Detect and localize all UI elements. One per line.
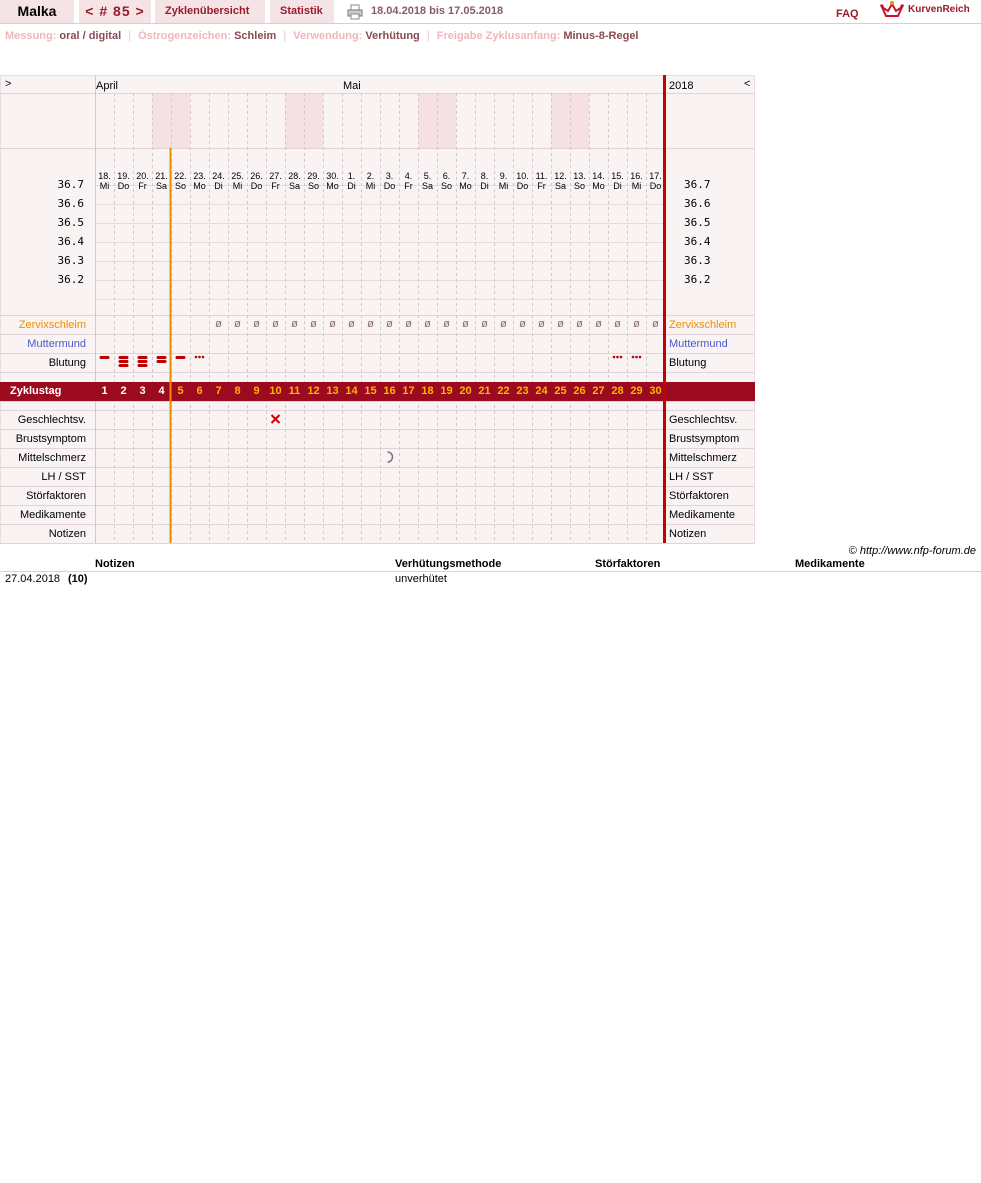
day-header[interactable]: 29. So [307,171,320,191]
cycle-day-number[interactable]: 25 [554,385,567,397]
cycle-day-number[interactable]: 5 [177,385,184,397]
row-label-breast[interactable]: Brustsymptom [15,433,86,445]
mucus-symbol: ø [272,318,279,330]
bleeding-mark [119,360,129,363]
row-label-disturb[interactable]: Störfaktoren [26,490,86,502]
release-value: Minus-8-Regel [563,30,639,42]
date-range: 18.04.2018 bis 17.05.2018 [371,5,504,17]
day-header[interactable]: 24. Di [212,171,225,191]
day-header[interactable]: 8. Di [480,171,489,191]
mucus-symbol: ø [462,318,469,330]
day-header[interactable]: 17. Do [649,171,662,191]
top-nav [0,0,981,24]
weekend-column [570,93,589,148]
cycle-day-number[interactable]: 26 [573,385,586,397]
bleeding-spot [202,356,205,359]
day-header[interactable]: 25. Mi [231,171,244,191]
usage-label: Verwendung: [293,30,363,42]
day-header[interactable]: 27. Fr [269,171,282,191]
estrogen-label: Östrogenzeichen: [138,30,232,42]
cycle-day-number[interactable]: 7 [215,385,222,397]
copyright: © http://www.nfp-forum.de [848,545,976,557]
weekend-column [285,93,304,148]
cycle-day-number[interactable]: 30 [649,385,662,397]
cycle-day-number[interactable]: 12 [307,385,320,397]
row-label-disturb-right: Störfaktoren [669,490,729,502]
separator: | [426,30,430,42]
bleeding-spot [620,356,623,359]
weekend-column [418,93,437,148]
bleeding-spot [635,356,638,359]
mucus-symbol: ø [253,318,260,330]
cycle-day-number[interactable]: 11 [288,385,301,397]
cycle-meta [5,30,639,42]
cycle-day-number[interactable]: 20 [459,385,472,397]
cycle-day-number[interactable]: 15 [364,385,377,397]
day-header[interactable]: 7. Mo [459,171,472,191]
temp-tick-right: 36.7 [684,178,711,191]
cycle-day-number[interactable]: 29 [630,385,643,397]
row-label-mucus-right: Zervixschleim [669,319,737,331]
bleeding-spot [632,356,635,359]
logo[interactable] [880,0,980,20]
mucus-symbol: ø [348,318,355,330]
cycle-day-number[interactable]: 10 [269,385,282,397]
weekend-column [152,93,171,148]
mucus-symbol: ø [329,318,336,330]
mucus-symbol: ø [557,318,564,330]
day-header[interactable]: 9. Mi [498,171,509,191]
row-label-intercourse-right: Geschlechtsv. [669,414,738,426]
header-notes: Notizen [95,558,135,570]
mucus-symbol: ø [234,318,241,330]
mucus-symbol: ø [367,318,374,330]
bleeding-mark [119,364,129,367]
day-header[interactable]: 30. Mo [326,171,339,191]
cycle-day-number[interactable]: 4 [158,385,165,397]
weekend-column [304,93,323,148]
day-header[interactable]: 3. Do [383,171,396,191]
mucus-symbol: ø [614,318,621,330]
day-header[interactable]: 2. Mi [365,171,376,191]
day-header[interactable]: 10. Do [516,171,529,191]
nav-prev-arrow[interactable]: > [5,78,12,90]
mucus-symbol: ø [386,318,393,330]
cycle-day-number[interactable]: 3 [139,385,146,397]
day-header[interactable]: 15. Di [611,171,624,191]
table-row[interactable] [0,573,981,587]
row-label-midpain-right: Mittelschmerz [669,452,737,464]
bleeding-spot [639,356,642,359]
day-header[interactable]: 12. Sa [554,171,567,191]
cycle-day-number[interactable]: 24 [535,385,548,397]
temp-tick-left: 36.6 [57,197,84,210]
weekend-column [551,93,570,148]
mucus-symbol: ø [633,318,640,330]
cycle-day-number[interactable]: 14 [345,385,358,397]
cycle-switcher[interactable]: < # 85 > [79,0,151,23]
day-header[interactable]: 20. Fr [136,171,149,191]
user-name-tab[interactable]: Malka [0,0,74,23]
cycle-day-number[interactable]: 9 [253,385,260,397]
mucus-symbol: ø [481,318,488,330]
printer-icon[interactable] [347,4,363,20]
tab-cycle-overview[interactable]: Zyklenübersicht [155,0,265,23]
logo-text: KurvenReich [908,4,970,15]
chart-background [0,75,755,544]
bleeding-mark [157,360,167,363]
row-label-meds-right: Medikamente [669,509,736,521]
temp-tick-left: 36.2 [57,273,84,286]
row-label-bleeding[interactable]: Blutung [48,357,86,369]
cycle-day-number[interactable]: 22 [497,385,510,397]
mucus-symbol: ø [215,318,222,330]
row-label-cycle-day: Zyklustag [10,385,62,397]
bleeding-spot [195,356,198,359]
row-label-intercourse[interactable]: Geschlechtsv. [17,414,86,426]
temp-tick-right: 36.5 [684,216,711,229]
day-header[interactable]: 23. Mo [193,171,206,191]
mucus-symbol: ø [576,318,583,330]
crown-icon [880,0,904,20]
cycle-chart [0,75,755,544]
row-label-cervix-right: Muttermund [669,338,728,350]
row-label-notes[interactable]: Notizen [48,528,86,540]
nav-next-arrow[interactable]: < [744,78,751,90]
day-header[interactable]: 5. Sa [421,171,433,191]
header-meds: Medikamente [795,558,865,570]
measurement-label: Messung: [5,30,57,42]
temp-tick-right: 36.6 [684,197,711,210]
cycle-day-number[interactable]: 8 [234,385,241,397]
bleeding-mark [119,356,129,359]
day-header[interactable]: 19. Do [117,171,130,191]
cycle-day-number[interactable]: 23 [516,385,529,397]
row-label-breast-right: Brustsymptom [669,433,740,445]
bleeding-mark [138,364,148,367]
tab-statistics[interactable]: Statistik [270,0,334,23]
cycle-day-number[interactable]: 19 [440,385,453,397]
bleeding-mark [138,360,148,363]
cycle-day-number[interactable]: 1 [101,385,108,397]
weekend-column [437,93,456,148]
row-label-lh[interactable]: LH / SST [41,471,86,483]
temp-tick-left: 36.3 [57,254,84,267]
row-label-notes-right: Notizen [669,528,707,540]
mucus-symbol: ø [595,318,602,330]
day-header[interactable]: 6. So [440,171,452,191]
mucus-symbol: ø [424,318,431,330]
temp-tick-left: 36.4 [57,235,84,248]
temp-tick-right: 36.4 [684,235,711,248]
mucus-symbol: ø [291,318,298,330]
cycle-day-number[interactable]: 27 [592,385,605,397]
separator: | [283,30,287,42]
chart-grid [0,75,755,544]
cycle-day-number[interactable]: 17 [402,385,415,397]
cycle-day-number[interactable]: 13 [326,385,339,397]
day-header[interactable]: 4. Fr [404,171,413,191]
cycle-day-number[interactable]: 2 [120,385,127,397]
usage-value: Verhütung [365,30,420,42]
mucus-symbol: ø [310,318,317,330]
cycle-day-number[interactable]: 6 [196,385,203,397]
temp-tick-right: 36.3 [684,254,711,267]
mucus-symbol: ø [405,318,412,330]
row-label-lh-right: LH / SST [669,471,714,483]
day-header[interactable]: 28. Sa [288,171,301,191]
mucus-symbol: ø [538,318,545,330]
cycle-day-number[interactable]: 21 [478,385,491,397]
row-label-bleeding-right: Blutung [669,357,707,369]
notes-table-header [0,558,981,572]
temp-tick-left: 36.7 [57,178,84,191]
bleeding-mark [100,356,110,359]
bleeding-mark [157,356,167,359]
bleeding-mark [176,356,186,359]
day-header[interactable]: 1. Di [347,171,356,191]
bleeding-spot [613,356,616,359]
weekend-column [171,93,190,148]
year-label: 2018 [669,80,694,92]
cycle-day-number[interactable]: 28 [611,385,624,397]
header-disturb: Störfaktoren [595,558,661,570]
bleeding-spot [198,356,201,359]
day-header[interactable]: 13. So [573,171,586,191]
mucus-symbol: ø [652,318,659,330]
separator: | [128,30,132,42]
release-label: Freigabe Zyklusanfang: [436,30,561,42]
bleeding-mark [138,356,148,359]
day-header[interactable]: 22. So [174,171,187,191]
temp-tick-left: 36.5 [57,216,84,229]
estrogen-value: Schleim [234,30,277,42]
note-date: 27.04.2018 [5,573,61,585]
row-label-meds[interactable]: Medikamente [19,509,86,521]
mucus-symbol: ø [519,318,526,330]
month-april: April [96,80,119,92]
cycle-day-number[interactable]: 18 [421,385,434,397]
day-header[interactable]: 16. Mi [630,171,643,191]
day-header[interactable]: 26. Do [250,171,263,191]
measurement-value: oral / digital [59,30,122,42]
mucus-symbol: ø [443,318,450,330]
faq-link[interactable]: FAQ [836,8,859,20]
row-label-cervix[interactable]: Muttermund [27,338,86,350]
day-header[interactable]: 21. Sa [155,171,168,191]
header-method: Verhütungsmethode [395,558,502,570]
row-label-mucus[interactable]: Zervixschleim [18,319,86,331]
row-label-midpain[interactable]: Mittelschmerz [18,452,86,464]
day-header[interactable]: 14. Mo [592,171,605,191]
temp-tick-right: 36.2 [684,273,711,286]
note-method: unverhütet [395,573,447,585]
mucus-symbol: ø [500,318,507,330]
bleeding-spot [616,356,619,359]
day-header[interactable]: 18. Mi [98,171,111,191]
month-may: Mai [343,80,361,92]
day-header[interactable]: 11. Fr [535,171,548,191]
cycle-day-number[interactable]: 16 [383,385,396,397]
note-cycle-day: (10) [68,573,88,585]
